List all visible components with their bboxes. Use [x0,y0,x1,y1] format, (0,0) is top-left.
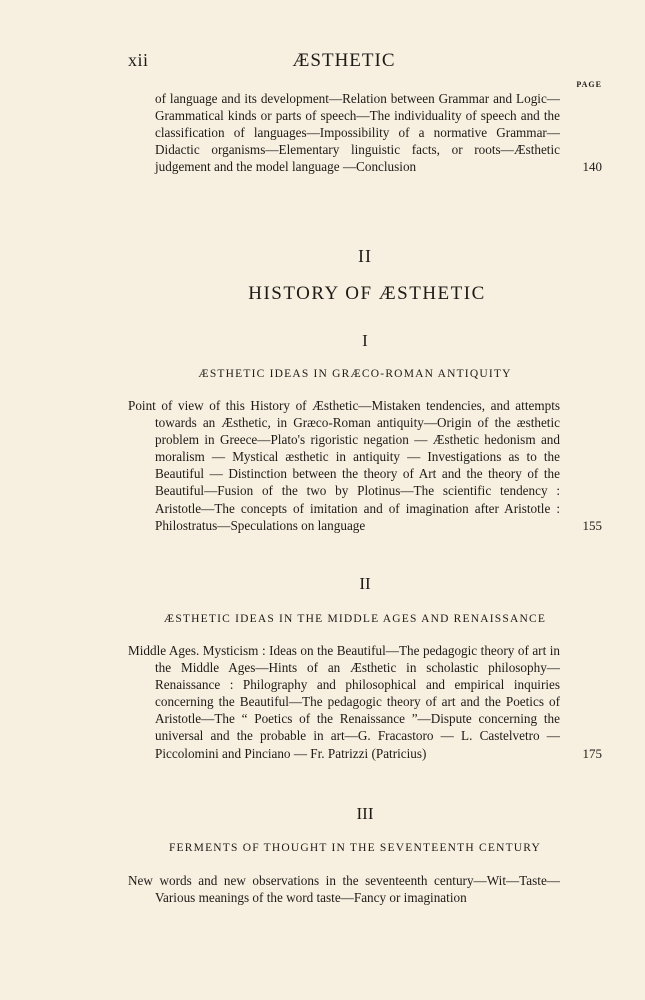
toc-entry [128,872,560,906]
toc-entry [128,397,602,534]
chapter-title: FERMENTS OF THOUGHT IN THE SEVENTEENTH CENTURY [168,842,542,854]
toc-entry [128,642,602,762]
part-title: HISTORY OF ÆSTHETIC [248,283,486,304]
entry-page-number: 155 [582,517,602,533]
entry-text: Middle Ages. Mysticism : Ideas on the Beautiful—The pedagogic theory of art in the Middle Ages—Hints of an Æsthetic in scholastic philosophy—Renaissance : Philography and philosophical and empirical inquiries concerning the Beautiful—The pedagogic theory of art and the Poetics of Aristotle—The “ Poetics of the Renaissance ”—Dispute concerning the universal and the probable in art—G. Fracastoro — L. Castelvetro — Piccolomini and Pinciano — Fr. Patrizzi (Patricius) [128,643,560,761]
entry-page-number: 140 [582,159,602,175]
chapter-title: ÆSTHETIC IDEAS IN GRÆCO-ROMAN ANTIQUITY [198,368,512,380]
page-folio: xii [128,50,149,70]
entry-text: New words and new observations in the seventeenth century—Wit—Taste—Various meanings of the word taste—Fancy or imagination [128,873,560,906]
running-head [128,50,560,74]
toc-entry-continued [128,90,602,175]
entry-text: Point of view of this History of Æsthetic—Mistaken tendencies, and attempts towards an Æsthetic, in Græco-Roman antiquity—Origin of the æsthetic problem in Greece—Plato's rigoristic negation — Æsthetic hedonism and moralism — Mystical æsthetic in antiquity — Investigations as to the Beautiful — Distinction between the theory of Art and the theory of the Beautiful—Fusion of the two by Plotinus—The scientific tendency : Aristotle—The concepts of imitation and of imagination after Aristotle : Philostratus—Speculations on language [128,398,560,533]
entry-page-number: 175 [582,745,602,761]
chapter-title: ÆSTHETIC IDEAS IN THE MIDDLE AGES AND RENAISSANCE [163,613,547,625]
running-title: ÆSTHETIC [292,50,396,71]
entry-text: of language and its development—Relation between Grammar and Logic—Grammatical kinds or parts of speech—The individuality of speech and the classification of languages—Impossibility of a normative Grammar—Didactic organisms—Elementary linguistic facts, or roots—Æsthetic judgement and the model language —Conclusion [155,91,560,175]
chapter-number: II [359,574,371,593]
chapter-number: I [362,331,368,350]
chapter-number: III [356,804,374,823]
page-column-label: PAGE [576,80,602,89]
part-number: II [358,246,372,266]
